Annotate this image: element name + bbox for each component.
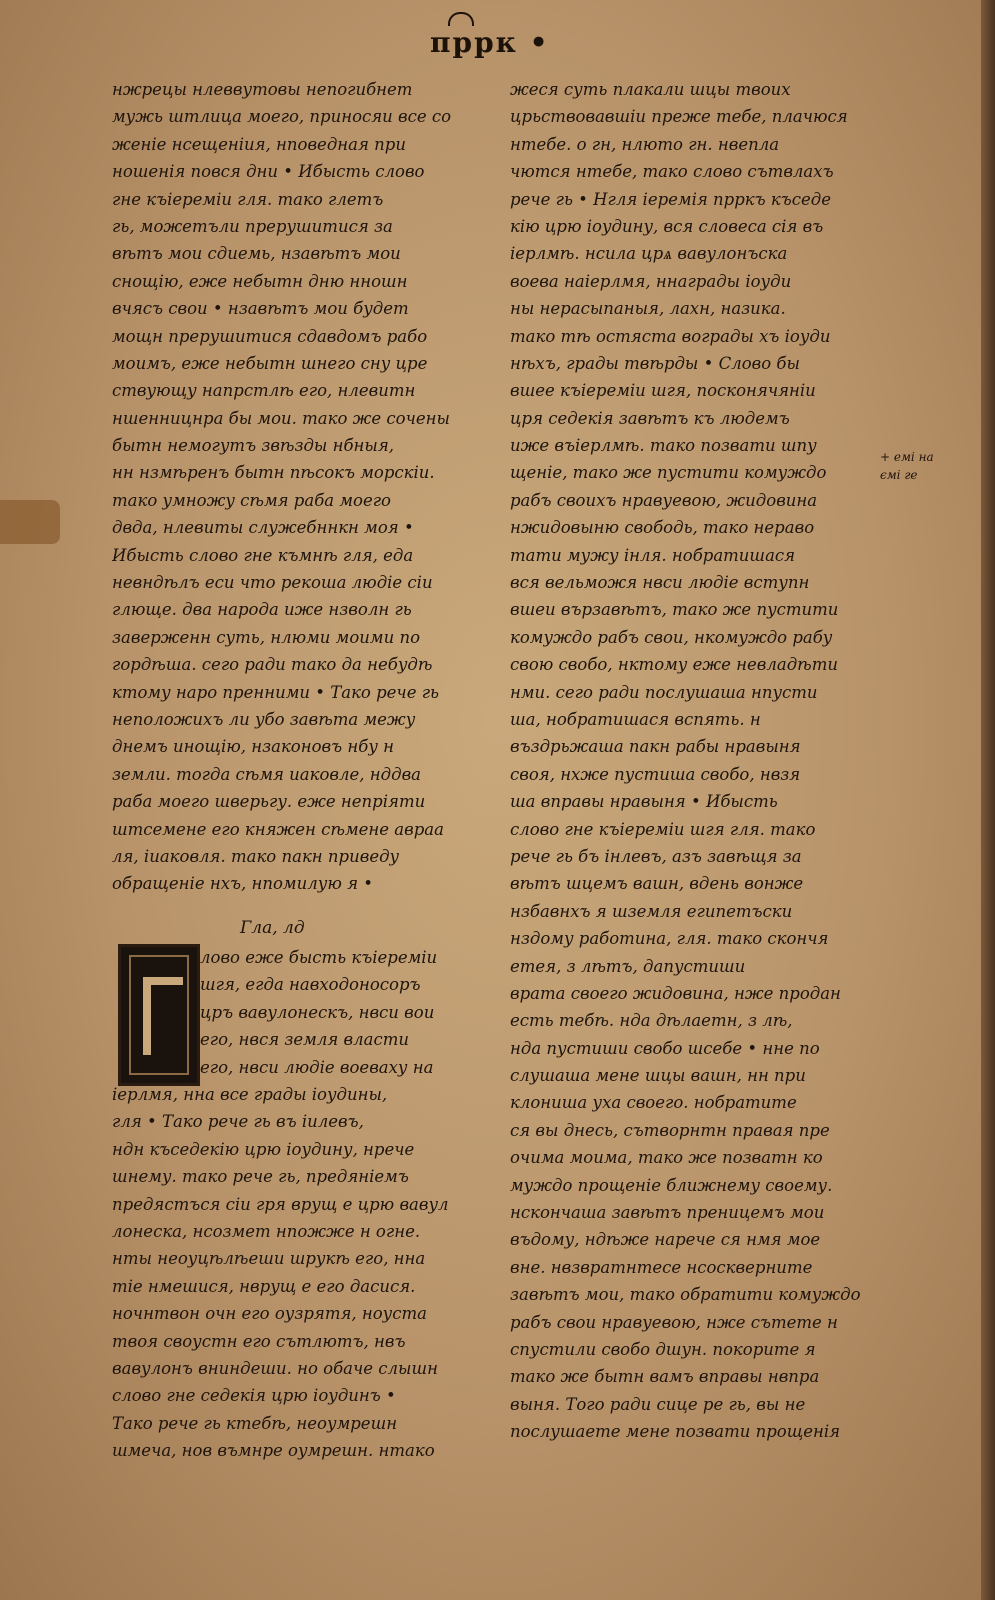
left-column-after-initial-b [112, 1081, 488, 1464]
left-column-after-line: шнему. тако рече гь, предянiемъ [112, 1167, 409, 1187]
left-column-line: тако умножу сѣмя раба моего [112, 490, 391, 510]
paper-stain [0, 500, 60, 544]
left-column-line: женiе нсещенiия, нповедная при [112, 134, 406, 154]
right-column-line: слушаша мене шцы вашн, нн при [510, 1066, 806, 1086]
left-column-after-line: твоя своустн его сътлютъ, нвъ [112, 1331, 406, 1351]
right-column-line: нда пустиши свобо шсебе • нне по [510, 1038, 820, 1058]
right-column [510, 76, 882, 1446]
left-column-after-line: iерлмя, нна все грады iоудины, [112, 1085, 388, 1104]
right-column-line: рабъ своихъ нравуевою, жидовина [510, 490, 818, 510]
right-column-line: вшее къiеремiи шгя, посконячянiи [510, 381, 816, 401]
right-column-line: етея, з лѣтъ, дапустиши [510, 956, 746, 976]
left-column-after-line: предястъся сiи гря врущ е црю вавул [112, 1194, 449, 1214]
right-column-line: ша, нобратишася вспять. н [510, 709, 761, 729]
right-column-line: свою свобо, нктому еже невладѣти [510, 655, 839, 675]
left-column-after-line: ндн къседекiю црю iоудину, нрече [112, 1139, 415, 1159]
right-column-line: клониша уха своего. нобратите [510, 1093, 797, 1113]
right-column-line: тако же бытн вамъ вправы нвпра [510, 1367, 820, 1387]
left-column-line: заверженн суть, нлюми моими по [112, 627, 421, 647]
right-column-line: нтебе. о гн, нлюто гн. нвепла [510, 134, 780, 154]
left-column-after-line: Тако рече гь ктебѣ, неоумрешн [112, 1413, 398, 1433]
right-column-line: своя, нхже пустиша свобо, нвзя [510, 764, 801, 784]
left-column-line: ктому наро пренними • Тако рече гь [112, 682, 440, 702]
left-column-initial-line: шгя, егда навходоносоръ [200, 975, 421, 995]
left-column-line: неположихъ ли убо завѣта межу [112, 709, 416, 729]
left-column-line: глюще. два народа иже нзволн гь [112, 600, 412, 620]
right-column-line: воева наiерлмя, ннаграды iоуди [510, 271, 792, 291]
right-column-line: послушаете мене позвати прощенiя [510, 1422, 841, 1442]
right-column-line: нжидовыню свободь, тако нераво [510, 518, 815, 538]
ornamental-initial-icon [118, 944, 200, 1086]
right-column-line: врата своего жидовина, нже продан [510, 983, 841, 1003]
left-column-line: днемъ инощiю, нзаконовъ нбу н [112, 737, 395, 757]
left-column-initial-line: его, нвси людiе воеваху на [200, 1057, 434, 1077]
left-column-line: вчясъ свои • нзавѣтъ мои будет [112, 299, 409, 319]
left-column-after-line: лонеска, нсозмет нпожже н огне. [112, 1221, 421, 1241]
right-column-line: тако тѣ остяста вограды хъ iоуди [510, 326, 831, 346]
left-column-after-initial-a [200, 944, 490, 1081]
right-column-line: въдому, ндѣже нарече ся нмя мое [510, 1230, 821, 1250]
right-column-line: муждо прощенiе ближнему своему. [510, 1175, 833, 1195]
right-column-line: црьствовавшiи преже тебе, плачюся [510, 107, 848, 127]
left-column-line: ля, iиаковля. тако пакн приведу [112, 846, 400, 866]
left-column-after-line: шмеча, нов въмнре оумрешн. нтако [112, 1441, 435, 1461]
running-head [430, 26, 570, 66]
left-column-line: гне къiеремiи гля. тако глетъ [112, 189, 384, 209]
right-column-line: въздрьжаша пакн рабы нравыня [510, 737, 801, 757]
right-column-line: щенiе, тако же пустити комуждо [510, 463, 827, 483]
right-column-line: есть тебѣ. нда дѣлаетн, з лѣ, [510, 1011, 793, 1031]
left-column-line: снощiю, еже небытн дню нношн [112, 271, 408, 291]
right-column-line: нздому работина, гля. тако скончя [510, 929, 829, 949]
left-column-line: гь, можетъли прерушитися за [112, 216, 393, 236]
initial-letter-glyph [143, 977, 183, 1055]
right-column-line: ся вы днесь, сътворнтн правая пре [510, 1120, 830, 1140]
right-column-line: жеся суть плакали шцы твоих [510, 80, 791, 99]
left-column-line: раба моего шверьгу. еже непрiяти [112, 792, 426, 812]
left-column-after-line: тiе нмешися, нврущ е его дасися. [112, 1276, 416, 1296]
right-column-line: вне. нвзвратнтесе нсоскверните [510, 1257, 813, 1277]
left-column-line: бытн немогутъ звѣзды нбныя, [112, 436, 395, 456]
left-column-line: мужь штлица моего, приносяи все со [112, 107, 452, 127]
left-column-line: земли. тогда сѣмя иаковле, нддва [112, 764, 422, 784]
left-column-line: гордѣша. сего ради тако да небудѣ [112, 655, 433, 675]
right-column-line: иже въiерлмѣ. тако позвати шпу [510, 436, 817, 456]
right-column-line: ны нерасыпаныя, лахн, назика. [510, 299, 786, 319]
right-column-line: чются нтебе, тако слово сътвлахъ [510, 162, 834, 182]
right-column-line: вся вельможя нвси людiе вступн [510, 573, 810, 593]
right-column-line: вѣтъ шцемъ вашн, вдень вонже [510, 874, 804, 894]
right-column-line: кiю црю iоудину, вся словеса сiя въ [510, 216, 824, 236]
right-column-line: iерлмѣ. нсила црѧ вавулонъска [510, 244, 788, 264]
right-column-line: вшеи вързавѣтъ, тако же пустити [510, 600, 839, 620]
right-column-line: нѣхъ, грады твѣрды • Слово бы [510, 353, 800, 373]
left-column-after-line: вавулонъ вниндеши. но обаче слышн [112, 1358, 438, 1378]
running-head-text: пррк • [430, 26, 550, 59]
page-edge [981, 0, 995, 1600]
titlo-mark [448, 12, 474, 26]
right-column-line: выня. Того ради сице ре гь, вы не [510, 1394, 806, 1414]
margin-note [880, 448, 934, 484]
right-column-line: цря седекiя завѣтъ къ людемъ [510, 408, 790, 428]
right-column-line: нзбавнхъ я шземля египетъски [510, 901, 793, 921]
left-column-line: двда, нлевиты служебннкн моя • [112, 518, 414, 538]
left-column-initial-line: лово еже бысть къiеремiи [200, 948, 438, 967]
right-column-line: рабъ свои нравуевою, нже сътете н [510, 1312, 838, 1332]
right-column-line: ша вправы нравыня • Ибысть [510, 792, 778, 812]
left-column-initial-line: его, нвся земля власти [200, 1030, 409, 1050]
left-column-line: ношенiя повся дни • Ибысть слово [112, 162, 425, 182]
left-column-after-line: слово гне седекiя црю iоудинъ • [112, 1386, 396, 1406]
right-column-line: комуждо рабъ свои, нкомуждо рабу [510, 627, 833, 647]
left-column-line: мощн прерушитися сдавдомъ рабо [112, 326, 428, 346]
left-column-initial-line: цръ вавулонескъ, нвси вои [200, 1002, 435, 1022]
right-column-line: рече гь • Нгля iеремiя прркъ къседе [510, 189, 831, 209]
right-column-line: тати мужу iнля. нобратишася [510, 545, 796, 565]
left-column-after-line: нты неоуцѣлѣеши шрукѣ его, нна [112, 1249, 426, 1269]
left-column-line: обращенiе нхъ, нпомилую я • [112, 874, 373, 894]
left-column-line: ншенницнра бы мои. тако же сочены [112, 408, 450, 428]
left-column-line: вѣтъ мои сдиемь, нзавѣтъ мои [112, 244, 401, 264]
right-column-line: нскончаша завѣтъ преницемъ мои [510, 1203, 825, 1223]
right-column-line: очима моима, тако же позватн ко [510, 1148, 823, 1168]
left-column-line: моимъ, еже небытн шнего сну цре [112, 353, 428, 373]
right-column-line: завѣтъ мои, тако обратити комуждо [510, 1285, 861, 1305]
left-column-line: нжрецы нлеввутовы непогибнет [112, 80, 413, 99]
margin-note-line: + емi на [880, 450, 934, 464]
chapter-heading: Глa, лд [240, 918, 305, 938]
left-column-line: нн нзмѣренъ бытн пѣсокъ морскiи. [112, 463, 435, 483]
left-column-line: штсемене его княжен сѣмене авраа [112, 819, 444, 839]
left-column-after-line: ночнтвон очн его оузрятя, ноуста [112, 1304, 427, 1324]
left-column [112, 76, 488, 898]
left-column-line: Ибысть слово гне къмнѣ гля, еда [112, 545, 414, 565]
left-column-line: невндѣлъ еси что рекоша людiе сiи [112, 573, 433, 593]
right-column-line: рече гь бъ iнлевъ, азъ завѣщя за [510, 846, 802, 866]
left-column-line: ствующу напрстлѣ его, нлевитн [112, 381, 416, 401]
right-column-line: нми. сего ради послушаша нпусти [510, 682, 818, 702]
right-column-line: спустили свобо дшун. покорите я [510, 1339, 816, 1359]
margin-note-line: ємi ге [880, 468, 918, 482]
left-column-after-line: гля • Тако рече гь въ iилевъ, [112, 1112, 364, 1132]
right-column-line: слово гне къiеремiи шгя гля. тако [510, 819, 816, 839]
